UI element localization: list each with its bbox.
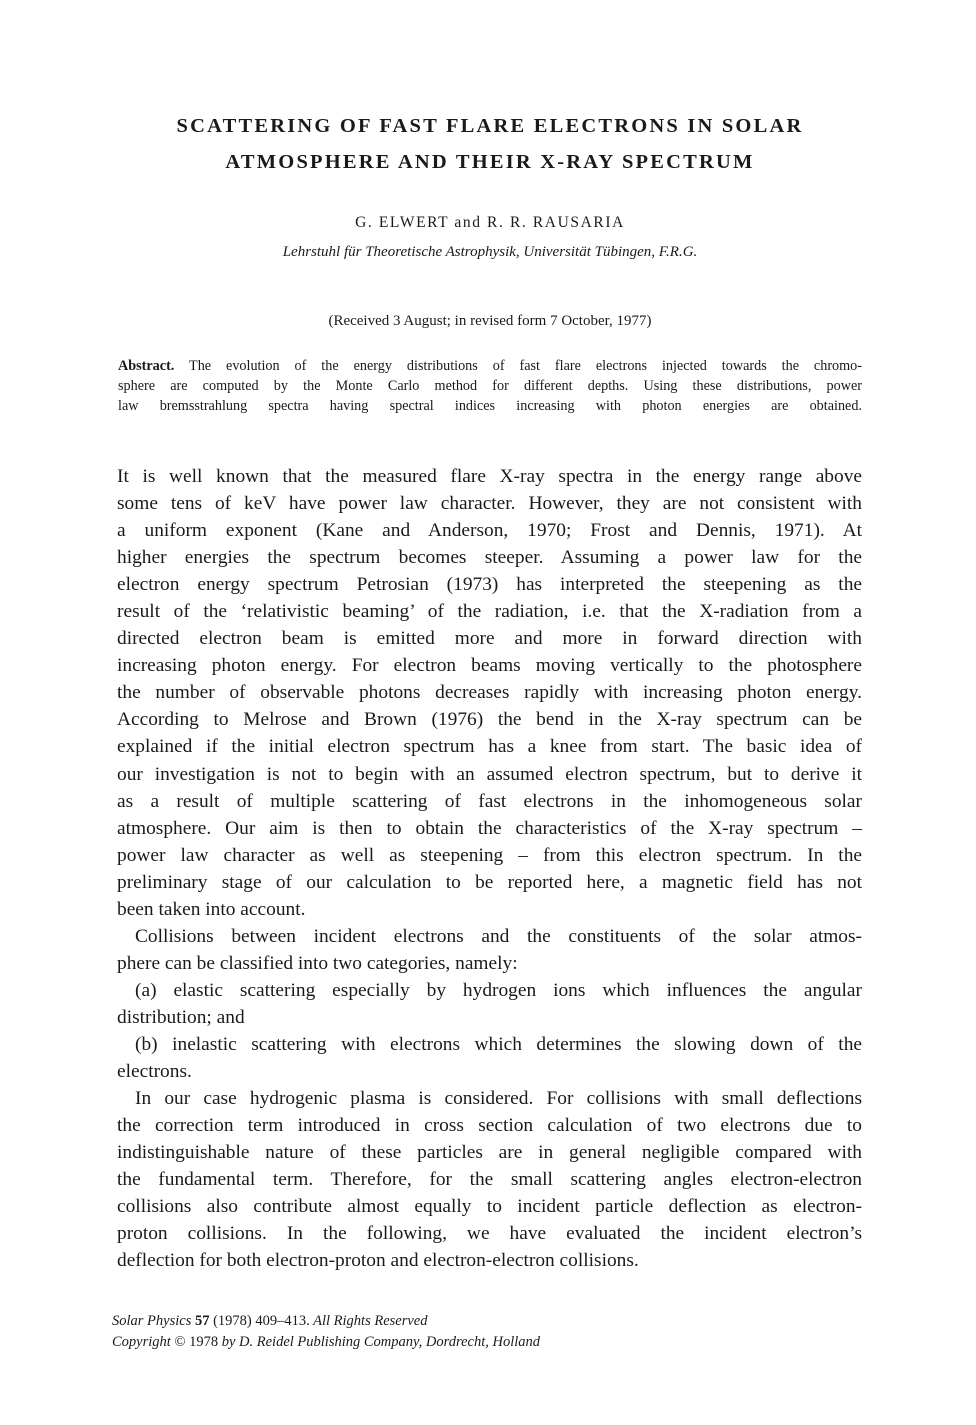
- text-line: atmosphere. Our aim is then to obtain the characteristics of the X-ray spectrum –: [117, 817, 862, 839]
- text-line: phere can be classified into two categories, namely:: [117, 952, 518, 974]
- paragraph-4: [117, 1031, 862, 1085]
- text-line: some tens of keV have power law character. However, they are not consistent with: [117, 493, 862, 515]
- title-line-1: SCATTERING OF FAST FLARE ELECTRONS IN SOLAR: [176, 115, 804, 137]
- text-line: been taken into account.: [117, 898, 306, 920]
- text-line: indistinguishable nature of these particles are in general negligible compared with: [117, 1142, 862, 1164]
- page-footer: [112, 1311, 540, 1353]
- text-line: distribution; and: [117, 1006, 245, 1028]
- text-line: electron energy spectrum Petrosian (1973) has interpreted the steepening as the: [117, 574, 862, 596]
- abstract: [118, 356, 862, 416]
- author-list: G. ELWERT and R. R. RAUSARIA: [355, 214, 625, 231]
- text-line: as a result of multiple scattering of fast electrons in the inhomogeneous solar: [117, 790, 862, 812]
- text-line: the number of observable photons decreases rapidly with increasing photon energy.: [117, 682, 862, 704]
- text-line: our investigation is not to begin with an assumed electron spectrum, but to derive it: [117, 763, 862, 785]
- text-line: explained if the initial electron spectrum has a knee from start. The basic idea of: [117, 736, 862, 758]
- received-dates: (Received 3 August; in revised form 7 October, 1977): [328, 313, 652, 329]
- affiliation: Lehrstuhl für Theoretische Astrophysik, Universität Tübingen, F.R.G.: [282, 244, 698, 260]
- paper-title: [100, 108, 880, 180]
- year-pages: (1978) 409–413.: [209, 1313, 310, 1329]
- text-line: (a) elastic scattering especially by hydrogen ions which influences the angular: [135, 979, 862, 1001]
- text-line: (b) inelastic scattering with electrons which determines the slowing down of the: [135, 1033, 862, 1055]
- body-text: [117, 463, 862, 1274]
- text-line: electrons.: [117, 1061, 192, 1083]
- text-line: collisions also contribute almost equally to incident particle deflection as electron-: [117, 1196, 862, 1218]
- text-line: increasing photon energy. For electron beams moving vertically to the photosphere: [117, 655, 862, 677]
- abstract-line: Abstract. The evolution of the energy distributions of fast flare electrons injected towards the chromo-: [118, 358, 862, 374]
- text-line: preliminary stage of our calculation to be reported here, a magnetic field has not: [117, 871, 862, 893]
- text-line: deflection for both electron-proton and electron-electron collisions.: [117, 1250, 639, 1272]
- paragraph-2: [117, 923, 862, 977]
- text-line: It is well known that the measured flare X-ray spectra in the energy range above: [117, 466, 862, 487]
- journal-name: Solar Physics: [112, 1313, 192, 1329]
- citation-line: [112, 1311, 540, 1332]
- copyright-line: Copyright © 1978 by D. Reidel Publishing Company, Dordrecht, Holland: [112, 1334, 541, 1350]
- text-line: the fundamental term. Therefore, for the small scattering angles electron-electron: [117, 1169, 862, 1191]
- publisher: by D. Reidel Publishing Company, Dordrecht, Holland: [218, 1334, 541, 1350]
- text-line: result of the ‘relativistic beaming’ of the radiation, i.e. that the X-radiation from a: [117, 601, 862, 623]
- text-line: a uniform exponent (Kane and Anderson, 1970; Frost and Dennis, 1971). At: [117, 520, 862, 542]
- paragraph-1: [117, 463, 862, 923]
- abstract-label: Abstract.: [118, 358, 175, 374]
- text-line: Collisions between incident electrons and the constituents of the solar atmos-: [135, 925, 862, 947]
- text-line: power law character as well as steepening – from this electron spectrum. In the: [117, 844, 862, 866]
- title-line-2: ATMOSPHERE AND THEIR X-RAY SPECTRUM: [225, 151, 755, 173]
- text-line: the correction term introduced in cross section calculation of two electrons due to: [117, 1115, 862, 1137]
- abstract-line: law bremsstrahlung spectra having spectral indices increasing with photon energies are obtained.: [118, 398, 862, 414]
- text-line: directed electron beam is emitted more and more in forward direction with: [117, 628, 862, 650]
- journal-volume: 57: [194, 1313, 210, 1329]
- paragraph-3: [117, 977, 862, 1031]
- rights-text: All Rights Reserved: [309, 1313, 428, 1329]
- copyright-icon: ©: [170, 1334, 190, 1350]
- abstract-line: sphere are computed by the Monte Carlo method for different depths. Using these distributions, power: [118, 378, 862, 394]
- text-line: In our case hydrogenic plasma is considered. For collisions with small deflections: [135, 1088, 862, 1110]
- text-line: higher energies the spectrum becomes steeper. Assuming a power law for the: [117, 547, 862, 569]
- text-line: According to Melrose and Brown (1976) the bend in the X-ray spectrum can be: [117, 709, 862, 731]
- paragraph-5: [117, 1085, 862, 1274]
- text-line: proton collisions. In the following, we have evaluated the incident electron’s: [117, 1223, 862, 1245]
